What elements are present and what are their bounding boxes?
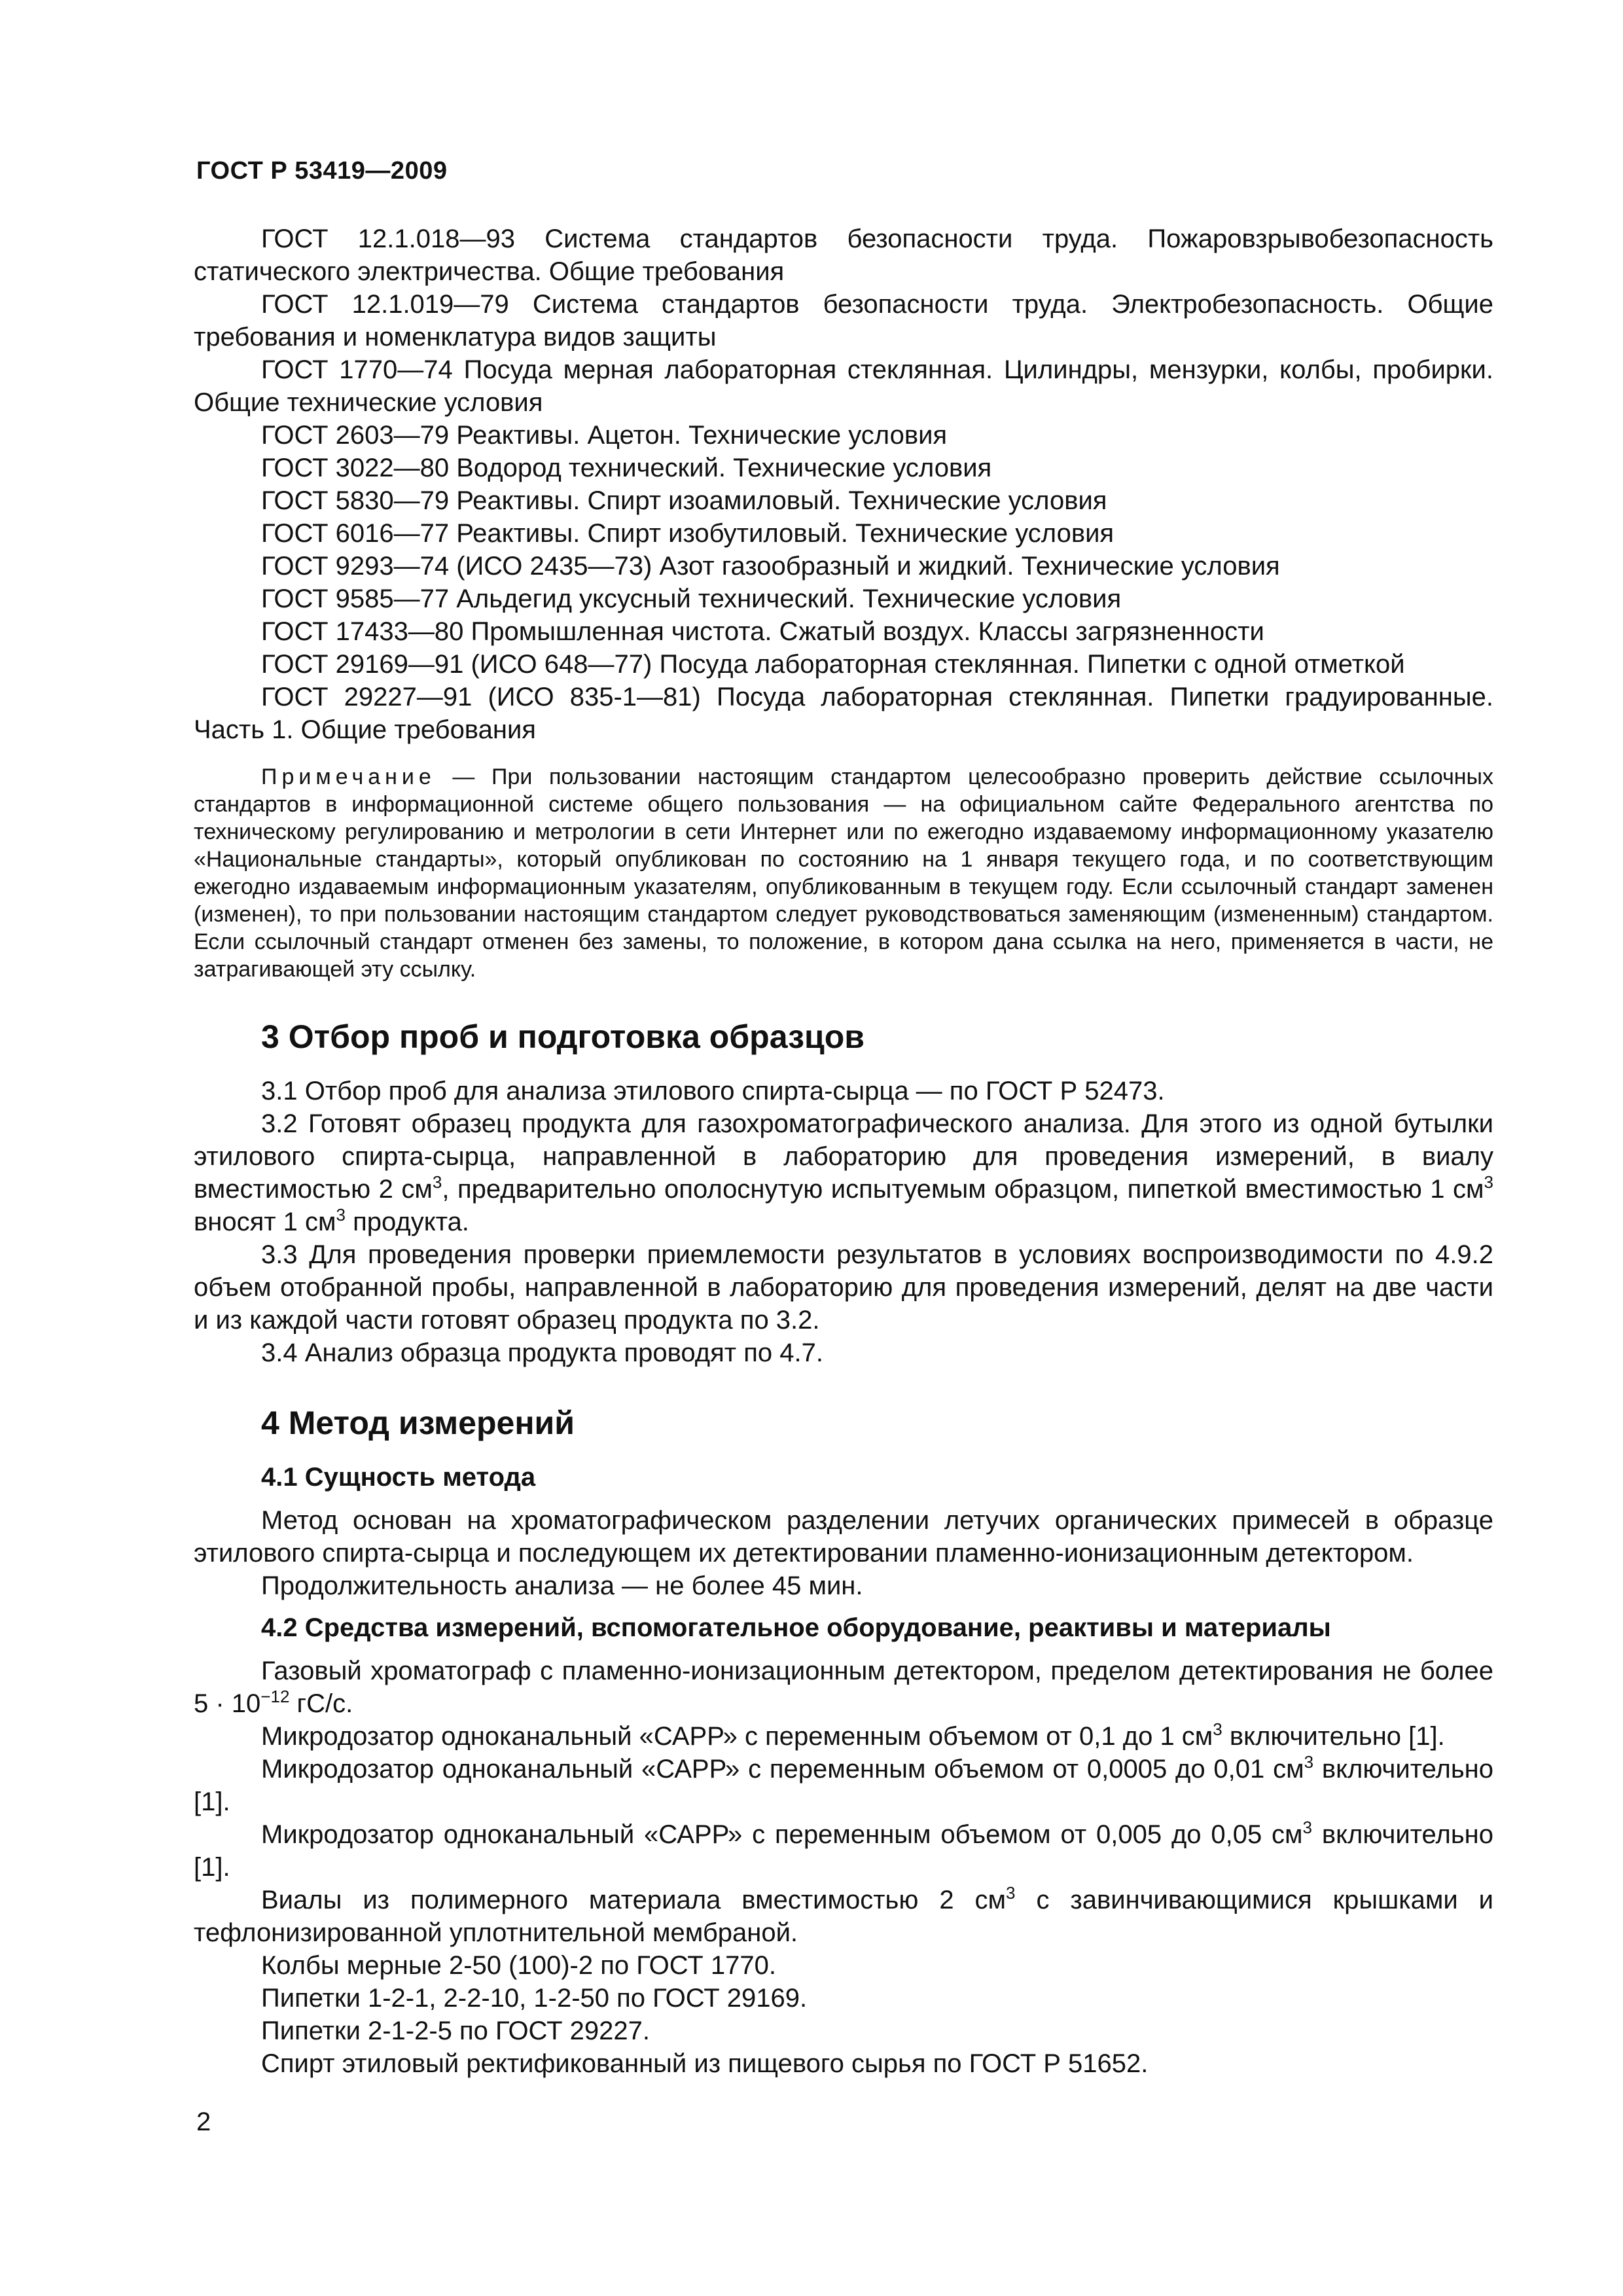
clause-3-2: 3.2 Готовят образец продукта для газохроматографического анализа. Для этого из одной бутылки этилового спирта-сырца, направленной в лабораторию для проведения измерений, в виалу вместимостью 2 $см^3$, предварительно ополоснутую испытуемым образцом, пипеткой вместимостью 1 $см^3$ вносят 1 $см^3$ продукта. [194, 1109, 1493, 1236]
reagent-ethyl-alcohol: Спирт этиловый ректификованный из пищевого сырья по ГОСТ Р 51652. [261, 2049, 1149, 2078]
reference-item: ГОСТ 12.1.018—93 Система стандартов безопасности труда. Пожаровзрывобезопасность статического электричества. Общие требования [194, 224, 1493, 286]
equipment-microdoser: Микродозатор одноканальный «САРР» с переменным объемом от 0,1 до 1 $см^3$ включительно [1]. [261, 1719, 1445, 1751]
equipment-microdoser: Микродозатор одноканальный «САРР» с переменным объемом от 0,005 до 0,05 $см^3$ включительно [1]. [194, 1818, 1493, 1882]
equipment-pipettes: Пипетки 1-2-1, 2-2-10, 1-2-50 по ГОСТ 29169. [261, 1984, 808, 2013]
references-note [194, 763, 1493, 983]
reference-item: ГОСТ 17433—80 Промышленная чистота. Сжатый воздух. Классы загрязненности [261, 617, 1264, 646]
document-header: ГОСТ Р 53419—2009 [196, 157, 448, 185]
reference-item: ГОСТ 29227—91 (ИСО 835-1—81) Посуда лабораторная стеклянная. Пипетки градуированные. Часть 1. Общие требования [194, 683, 1493, 744]
equipment-vials: Виалы из полимерного материала вместимостью 2 $см^3$ с завинчивающимися крышками и тефлонизированной уплотнительной мембраной. [194, 1883, 1493, 1947]
section-3-heading: 3 Отбор проб и подготовка образцов [261, 1018, 865, 1055]
analysis-duration-text: Продолжительность анализа — не более 45 мин. [261, 1571, 863, 1600]
subsection-4-2-heading: 4.2 Средства измерений, вспомогательное оборудование, реактивы и материалы [261, 1613, 1331, 1642]
reference-item: ГОСТ 9293—74 (ИСО 2435—73) Азот газообразный и жидкий. Технические условия [261, 552, 1280, 581]
equipment-chromatograph: Газовый хроматограф с пламенно-ионизационным детектором, пределом детектирования не более $5 \cdot 10^{-12}$ гС/с. [194, 1657, 1493, 1718]
reference-item: ГОСТ 29169—91 (ИСО 648—77) Посуда лабораторная стеклянная. Пипетки с одной отметкой [261, 650, 1405, 679]
subsection-4-1-heading: 4.1 Сущность метода [261, 1463, 536, 1492]
note-text: — При пользовании настоящим стандартом целесообразно проверить действие ссылочных стандартов в информационной системе общего пользования — на официальном сайте Федерального агентства по техническому регулированию и метрологии в сети Интернет или по ежегодно издаваемому информационному указателю «Национальные стандарты», который опубликован по состоянию на 1 января текущего года, и по соответствующим ежегодно издаваемым информационным указателям, опубликованным в текущем году. Если ссылочный стандарт заменен (изменен), то при пользовании настоящим стандартом следует руководствоваться заменяющим (измененным) стандартом. Если ссылочный стандарт отменен без замены, то положение, в котором дана ссылка на него, применяется в части, не затрагивающей эту ссылку. [194, 764, 1493, 982]
clause-3-1: 3.1 Отбор проб для анализа этилового спирта-сырца — по ГОСТ Р 52473. [261, 1077, 1165, 1105]
section-4-heading: 4 Метод измерений [261, 1405, 575, 1441]
method-principle-text: Метод основан на хроматографическом разделении летучих органических примесей в образце этилового спирта-сырца и последующем их детектировании пламенно-ионизационным детектором. [194, 1506, 1493, 1568]
clause-3-3: 3.3 Для проведения проверки приемлемости результатов в условиях воспроизводимости по 4.9.2 объем отобранной пробы, направленной в лабораторию для проведения измерений, делят на две части и из каждой части готовят образец продукта по 3.2. [194, 1240, 1493, 1335]
reference-item: ГОСТ 9585—77 Альдегид уксусный технический. Технические условия [261, 584, 1122, 613]
reference-item: ГОСТ 6016—77 Реактивы. Спирт изобутиловый. Технические условия [261, 519, 1115, 548]
reference-item: ГОСТ 1770—74 Посуда мерная лабораторная стеклянная. Цилиндры, мензурки, колбы, пробирки. Общие технические условия [194, 355, 1493, 417]
page-number: 2 [196, 2108, 211, 2136]
reference-item: ГОСТ 2603—79 Реактивы. Ацетон. Технические условия [261, 421, 948, 450]
note-label: Примечание [261, 764, 436, 789]
equipment-microdoser: Микродозатор одноканальный «САРР» с переменным объемом от 0,0005 до 0,01 $см^3$ включительно [1]. [194, 1752, 1494, 1816]
reference-item: ГОСТ 3022—80 Водород технический. Технические условия [261, 454, 992, 482]
clause-3-4: 3.4 Анализ образца продукта проводят по 4.7. [261, 1338, 823, 1367]
reference-item: ГОСТ 5830—79 Реактивы. Спирт изоамиловый. Технические условия [261, 486, 1107, 515]
page-content [194, 223, 1493, 2080]
reference-item: ГОСТ 12.1.019—79 Система стандартов безопасности труда. Электробезопасность. Общие требования и номенклатура видов защиты [194, 290, 1493, 351]
equipment-flasks: Колбы мерные 2-50 (100)-2 по ГОСТ 1770. [261, 1951, 776, 1980]
equipment-pipettes: Пипетки 2-1-2-5 по ГОСТ 29227. [261, 2017, 651, 2045]
normative-references-list [194, 223, 1493, 746]
